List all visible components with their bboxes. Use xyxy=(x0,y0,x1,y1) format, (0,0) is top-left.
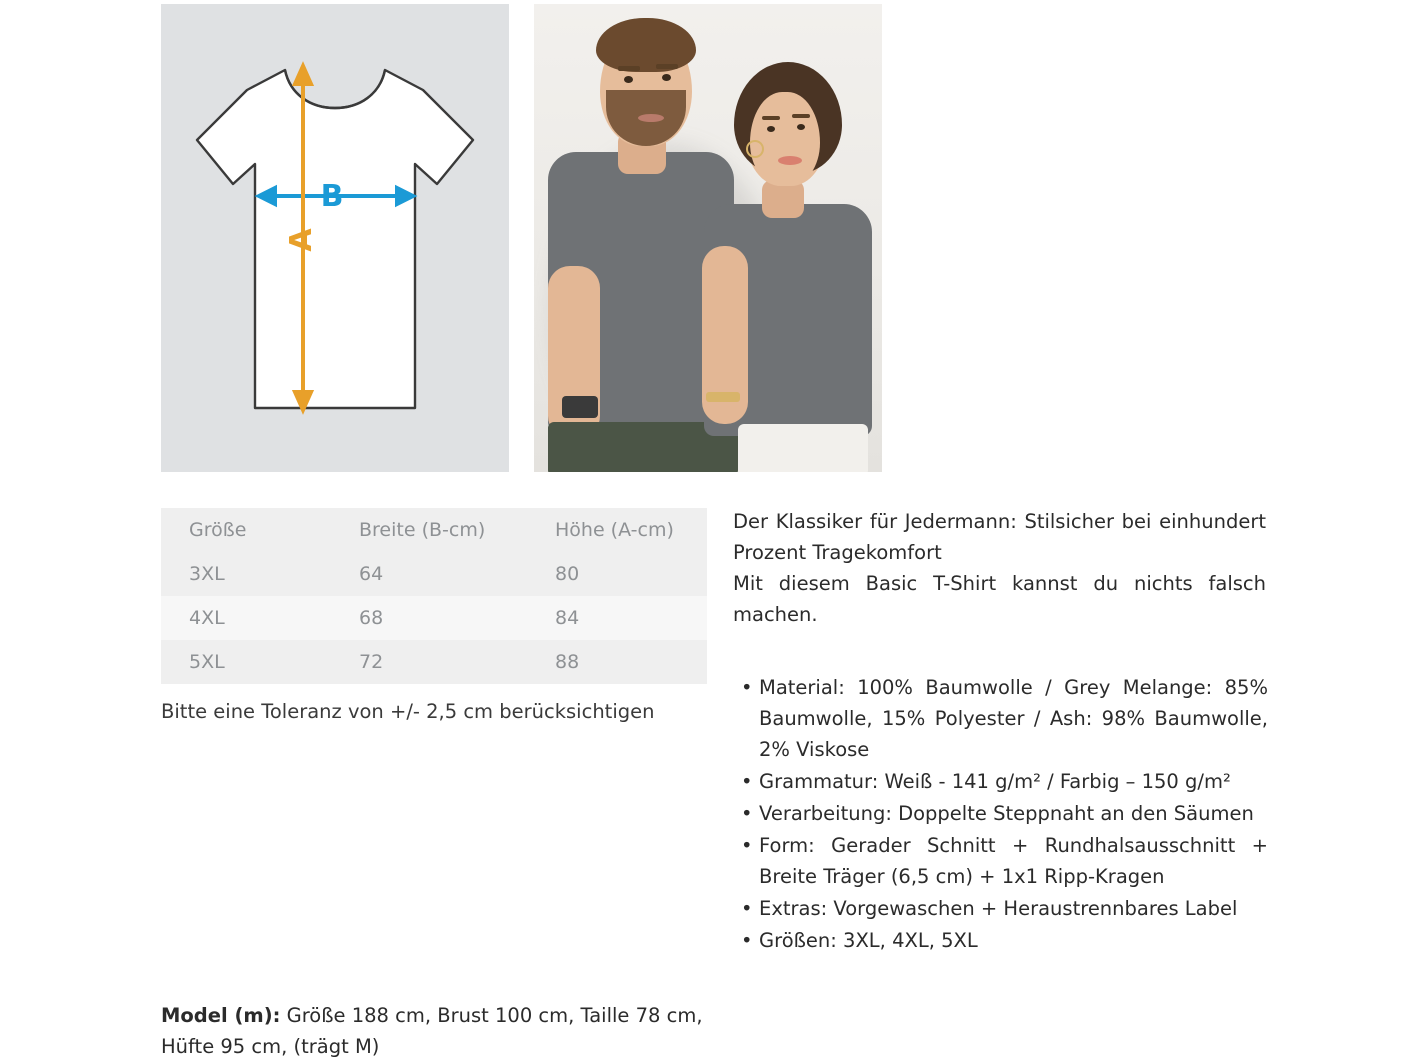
cell-width: 64 xyxy=(359,563,384,585)
man-watch xyxy=(562,396,598,418)
table-header-row xyxy=(161,508,707,552)
svg-text:A: A xyxy=(284,228,319,252)
product-photo-models xyxy=(534,4,882,472)
product-features xyxy=(733,672,1268,957)
table-row xyxy=(161,552,707,596)
feature-list xyxy=(733,672,1268,956)
svg-text:B: B xyxy=(320,179,344,214)
list-item: • Form: Gerader Schnitt + Rundhalsausschnitt + Breite Träger (6,5 cm) + 1x1 Ripp-Kragen xyxy=(733,830,1268,892)
cell-width: 72 xyxy=(359,651,384,673)
model-note-text: Größe 188 cm, Brust 100 cm, Taille 78 cm, Hüfte 95 cm, (trägt M) xyxy=(161,1004,703,1058)
col-header-width: Breite (B-cm) xyxy=(359,519,486,541)
list-item: • Extras: Vorgewaschen + Heraustrennbares Label xyxy=(733,893,1268,924)
size-table-body xyxy=(161,552,707,684)
tshirt-diagram xyxy=(161,4,509,472)
size-table xyxy=(161,508,707,684)
cell-height: 80 xyxy=(555,563,580,585)
woman-pants xyxy=(738,424,868,472)
man-eye-right xyxy=(662,74,671,81)
list-item: • Material: 100% Baumwolle / Grey Melange: 85% Baumwolle, 15% Polyester / Ash: 98% Baumwolle, 2% Viskose xyxy=(733,672,1268,765)
woman-mouth xyxy=(778,156,802,165)
cell-height: 88 xyxy=(555,651,580,673)
description-line-1: Der Klassiker für Jedermann: Stilsicher bei einhundert Prozent Tragekomfort xyxy=(733,510,1266,564)
man-hair xyxy=(596,18,696,72)
product-description xyxy=(733,506,1266,630)
size-table-head xyxy=(161,508,707,552)
woman-eye-right xyxy=(797,124,805,130)
woman-brow-right xyxy=(792,114,810,118)
tshirt-outline-icon xyxy=(175,28,495,428)
table-row xyxy=(161,596,707,640)
list-item: • Größen: 3XL, 4XL, 5XL xyxy=(733,925,1268,956)
woman-bracelet xyxy=(706,392,740,402)
man-brow-right xyxy=(656,64,678,69)
col-header-height: Höhe (A-cm) xyxy=(555,519,674,541)
man-mouth xyxy=(638,114,664,122)
list-item: • Grammatur: Weiß - 141 g/m² / Farbig – 150 g/m² xyxy=(733,766,1268,797)
cell-size: 4XL xyxy=(189,607,225,629)
cell-size: 3XL xyxy=(189,563,225,585)
woman-earring xyxy=(746,140,764,158)
model-note-label: Model (m): xyxy=(161,1004,281,1027)
cell-size: 5XL xyxy=(189,651,225,673)
woman-face-front xyxy=(750,92,820,186)
table-row xyxy=(161,640,707,684)
cell-height: 84 xyxy=(555,607,580,629)
woman-brow-left xyxy=(762,116,780,120)
model-measurements-note xyxy=(161,1000,716,1062)
col-header-size: Größe xyxy=(189,519,247,541)
tolerance-note: Bitte eine Toleranz von +/- 2,5 cm berücksichtigen xyxy=(161,700,655,723)
woman-eye-left xyxy=(767,126,775,132)
size-chart-image xyxy=(161,4,509,472)
description-line-2: Mit diesem Basic T-Shirt kannst du nichts falsch machen. xyxy=(733,572,1266,626)
man-eye-left xyxy=(624,76,633,83)
list-item: • Verarbeitung: Doppelte Steppnaht an den Säumen xyxy=(733,798,1268,829)
cell-width: 68 xyxy=(359,607,384,629)
man-brow-left xyxy=(618,66,640,71)
